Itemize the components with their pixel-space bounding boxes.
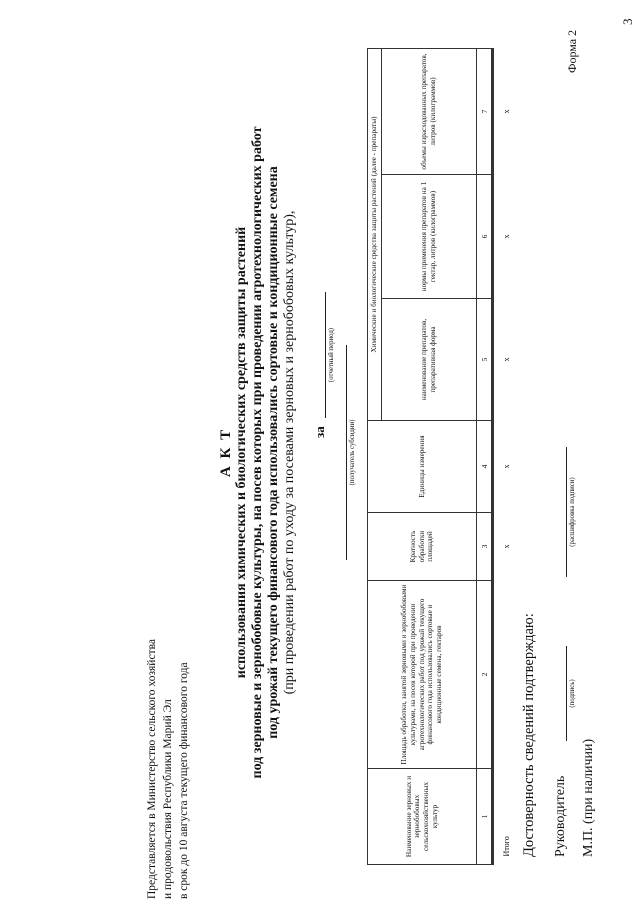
seal-label: М.П. (при наличии) — [581, 738, 596, 857]
submission-note-line-1: Представляется в Министерство сельского хозяйства — [146, 639, 158, 899]
total-row — [493, 48, 521, 864]
header-preparations-group: Химические и биологические средства защиты растений (далее - препараты) — [368, 48, 382, 420]
header-crop-name: Наименование зерновых и зернобобовых сельскохозяйственных культур — [368, 769, 477, 865]
usage-table — [367, 48, 520, 865]
total-label: Итого — [502, 836, 512, 857]
decoding-line — [566, 447, 567, 577]
column-number: 7 — [477, 48, 493, 174]
period-prefix: за — [312, 426, 327, 438]
act-heading-line-1: использования химических и биологических средств защиты растений — [234, 226, 249, 679]
header-preparation-name: наименование препаратов, препаративная форма — [382, 299, 477, 421]
column-number: 3 — [477, 513, 493, 581]
column-number: 5 — [477, 299, 493, 421]
total-cell: x — [502, 464, 512, 469]
total-cell: x — [502, 109, 512, 114]
total-cell: x — [502, 234, 512, 239]
period-caption: (отчетный период) — [328, 327, 335, 383]
header-application-rate: нормы применения препаратов на 1 гектар, литров (килограммов) — [382, 175, 477, 299]
column-numbers-row — [477, 48, 493, 864]
column-number: 4 — [477, 421, 493, 513]
submission-note-line-3: в срок до 10 августа текущего финансового года — [178, 662, 190, 899]
period-line — [325, 292, 326, 418]
recipient-line — [346, 345, 347, 560]
total-cell: x — [502, 357, 512, 362]
column-number: 1 — [477, 769, 493, 865]
act-subtitle: (при проведении работ по уходу за посевами зерновых и зернобобовых культур), — [282, 210, 297, 695]
act-title: А К Т — [218, 427, 234, 478]
signature-caption: (подпись) — [569, 679, 576, 708]
form-label: Форма 2 — [565, 29, 579, 73]
decoding-caption: (расшифровка подписи) — [569, 477, 576, 547]
confirmation-statement: Достоверность сведений подтверждаю: — [521, 613, 537, 857]
act-heading-line-3: под урожай текущего финансового года использовались сортовые и кондиционные семена — [266, 166, 281, 739]
column-number: 2 — [477, 581, 493, 769]
signature-line — [566, 646, 567, 741]
page-number: 3 — [620, 18, 635, 25]
total-area-cell — [493, 581, 521, 769]
header-units: Единицы измерения — [368, 421, 477, 513]
act-heading-line-2: под зерновые и зернобобовые культуры, на посев которых при проведении агротехнологических работ — [250, 126, 265, 779]
column-number: 6 — [477, 175, 493, 299]
submission-note-line-2: и продовольствия Республики Марий Эл — [162, 699, 174, 899]
header-treatment-multiplicity: Кратность обработки площадей — [368, 513, 477, 581]
recipient-caption: (получатель субсидии) — [349, 419, 356, 486]
total-cell: x — [502, 544, 512, 549]
header-volume-used: объемы израсходованных препаратов, литров (килограммов) — [382, 48, 477, 174]
head-label: Руководитель — [553, 775, 568, 857]
header-treated-area: Площадь обработки, занятой зерновыми и зернобобовыми культурами, на посев которой при проведении агротехнологических работ под урожай текущего финансового года использовались сортовые и кондиционные семена, гектаров — [368, 581, 477, 769]
